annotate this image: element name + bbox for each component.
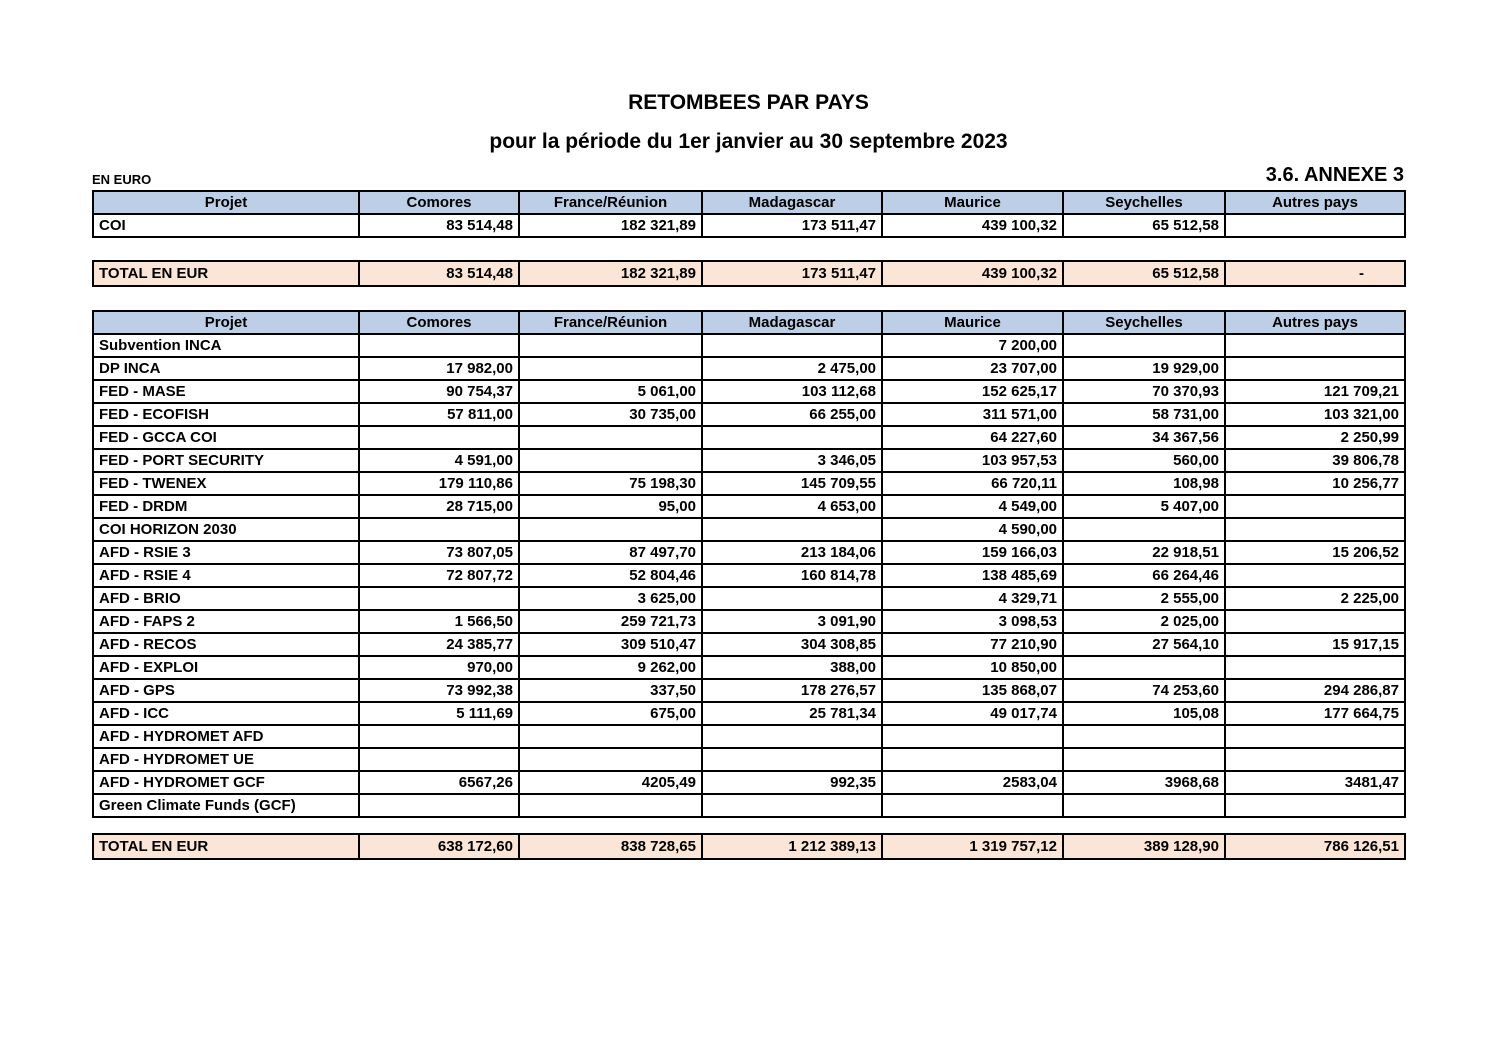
column-header: France/Réunion — [519, 191, 702, 214]
table-row — [93, 794, 1405, 817]
column-header: Autres pays — [1225, 311, 1405, 334]
value-cell: 7 200,00 — [882, 334, 1063, 357]
value-cell: 24 385,77 — [359, 633, 519, 656]
value-cell: 77 210,90 — [882, 633, 1063, 656]
column-header: Madagascar — [702, 311, 882, 334]
value-cell: 675,00 — [519, 702, 702, 725]
column-header: France/Réunion — [519, 311, 702, 334]
currency-label: EN EURO — [92, 172, 152, 187]
value-cell: 2583,04 — [882, 771, 1063, 794]
project-label-cell: AFD - RSIE 4 — [93, 564, 359, 587]
value-cell — [1225, 748, 1405, 771]
value-cell: 103 957,53 — [882, 449, 1063, 472]
value-cell: 4 591,00 — [359, 449, 519, 472]
project-label-cell: AFD - EXPLOI — [93, 656, 359, 679]
value-cell — [1063, 725, 1225, 748]
column-header: Comores — [359, 191, 519, 214]
value-cell — [519, 449, 702, 472]
value-cell: 87 497,70 — [519, 541, 702, 564]
project-label-cell: FED - TWENEX — [93, 472, 359, 495]
table-row — [93, 748, 1405, 771]
project-label-cell: AFD - BRIO — [93, 587, 359, 610]
value-cell: 34 367,56 — [1063, 426, 1225, 449]
value-cell: 95,00 — [519, 495, 702, 518]
column-header: Madagascar — [702, 191, 882, 214]
project-label-cell: FED - MASE — [93, 380, 359, 403]
detail-table-body — [93, 334, 1405, 817]
value-cell: 15 917,15 — [1225, 633, 1405, 656]
project-label-cell: Subvention INCA — [93, 334, 359, 357]
value-cell: 25 781,34 — [702, 702, 882, 725]
project-label-cell: FED - GCCA COI — [93, 426, 359, 449]
value-cell — [702, 725, 882, 748]
value-cell: 152 625,17 — [882, 380, 1063, 403]
value-cell: 160 814,78 — [702, 564, 882, 587]
value-cell: 173 511,47 — [702, 214, 882, 237]
value-cell: 3481,47 — [1225, 771, 1405, 794]
value-cell — [519, 334, 702, 357]
summary-total-row — [92, 260, 1406, 287]
value-cell: 4 549,00 — [882, 495, 1063, 518]
value-cell — [359, 748, 519, 771]
total-value-cell: 65 512,58 — [1063, 261, 1225, 286]
project-label-cell: FED - PORT SECURITY — [93, 449, 359, 472]
value-cell: 3 346,05 — [702, 449, 882, 472]
value-cell: 311 571,00 — [882, 403, 1063, 426]
value-cell — [1063, 518, 1225, 541]
value-cell: 178 276,57 — [702, 679, 882, 702]
value-cell: 560,00 — [1063, 449, 1225, 472]
value-cell: 4 590,00 — [882, 518, 1063, 541]
value-cell: 27 564,10 — [1063, 633, 1225, 656]
value-cell: 70 370,93 — [1063, 380, 1225, 403]
value-cell — [519, 794, 702, 817]
total-value-cell: 182 321,89 — [519, 261, 702, 286]
table-row — [93, 403, 1405, 426]
value-cell: 65 512,58 — [1063, 214, 1225, 237]
value-cell: 105,08 — [1063, 702, 1225, 725]
table-row — [93, 564, 1405, 587]
meta-row — [92, 164, 1404, 187]
total-value-cell: 1 319 757,12 — [882, 834, 1063, 859]
page-title: RETOMBEES PAR PAYS — [628, 91, 869, 114]
value-cell: 66 720,11 — [882, 472, 1063, 495]
total-value-cell: - — [1225, 261, 1405, 286]
value-cell: 19 929,00 — [1063, 357, 1225, 380]
value-cell: 49 017,74 — [882, 702, 1063, 725]
value-cell: 10 256,77 — [1225, 472, 1405, 495]
value-cell: 159 166,03 — [882, 541, 1063, 564]
value-cell — [1225, 357, 1405, 380]
column-header: Seychelles — [1063, 191, 1225, 214]
table-row — [93, 587, 1405, 610]
value-cell: 439 100,32 — [882, 214, 1063, 237]
value-cell — [702, 748, 882, 771]
value-cell: 57 811,00 — [359, 403, 519, 426]
value-cell: 3 091,90 — [702, 610, 882, 633]
table-row — [93, 702, 1405, 725]
detail-table — [92, 310, 1406, 818]
value-cell: 9 262,00 — [519, 656, 702, 679]
value-cell: 22 918,51 — [1063, 541, 1225, 564]
project-label-cell: AFD - ICC — [93, 702, 359, 725]
value-cell — [359, 426, 519, 449]
value-cell — [519, 426, 702, 449]
value-cell: 5 407,00 — [1063, 495, 1225, 518]
table-row — [93, 725, 1405, 748]
value-cell: 4 653,00 — [702, 495, 882, 518]
value-cell: 83 514,48 — [359, 214, 519, 237]
value-cell: 179 110,86 — [359, 472, 519, 495]
table-row — [93, 656, 1405, 679]
value-cell — [1063, 656, 1225, 679]
column-header: Autres pays — [1225, 191, 1405, 214]
value-cell: 73 992,38 — [359, 679, 519, 702]
value-cell — [702, 587, 882, 610]
project-label-cell: AFD - GPS — [93, 679, 359, 702]
table-row — [93, 472, 1405, 495]
total-value-cell: 1 212 389,13 — [702, 834, 882, 859]
header-row — [93, 191, 1405, 214]
value-cell: 2 025,00 — [1063, 610, 1225, 633]
value-cell: 73 807,05 — [359, 541, 519, 564]
table-row — [93, 495, 1405, 518]
total-value-cell: 786 126,51 — [1225, 834, 1405, 859]
header-row — [93, 311, 1405, 334]
column-header: Projet — [93, 311, 359, 334]
value-cell: 121 709,21 — [1225, 380, 1405, 403]
summary-table-body — [93, 214, 1405, 237]
value-cell: 103 112,68 — [702, 380, 882, 403]
value-cell — [1063, 334, 1225, 357]
value-cell — [1225, 214, 1405, 237]
total-value-cell: 83 514,48 — [359, 261, 519, 286]
value-cell: 75 198,30 — [519, 472, 702, 495]
value-cell — [1225, 725, 1405, 748]
value-cell: 2 475,00 — [702, 357, 882, 380]
total-row — [93, 261, 1405, 286]
value-cell: 970,00 — [359, 656, 519, 679]
table-row — [93, 610, 1405, 633]
total-value-cell: 173 511,47 — [702, 261, 882, 286]
value-cell: 4 329,71 — [882, 587, 1063, 610]
project-label-cell: AFD - HYDROMET AFD — [93, 725, 359, 748]
value-cell: 39 806,78 — [1225, 449, 1405, 472]
value-cell: 15 206,52 — [1225, 541, 1405, 564]
value-cell: 992,35 — [702, 771, 882, 794]
value-cell: 3 625,00 — [519, 587, 702, 610]
value-cell: 337,50 — [519, 679, 702, 702]
value-cell: 138 485,69 — [882, 564, 1063, 587]
value-cell — [882, 748, 1063, 771]
value-cell: 5 111,69 — [359, 702, 519, 725]
table-row — [93, 214, 1405, 237]
value-cell — [702, 794, 882, 817]
value-cell — [1225, 656, 1405, 679]
value-cell — [1225, 794, 1405, 817]
value-cell: 2 250,99 — [1225, 426, 1405, 449]
value-cell: 145 709,55 — [702, 472, 882, 495]
value-cell — [359, 587, 519, 610]
value-cell — [1225, 610, 1405, 633]
value-cell — [702, 518, 882, 541]
value-cell — [1225, 564, 1405, 587]
value-cell: 259 721,73 — [519, 610, 702, 633]
value-cell — [359, 725, 519, 748]
value-cell — [1063, 794, 1225, 817]
detail-table-header — [93, 311, 1405, 334]
value-cell: 6567,26 — [359, 771, 519, 794]
value-cell: 135 868,07 — [882, 679, 1063, 702]
value-cell: 5 061,00 — [519, 380, 702, 403]
value-cell: 72 807,72 — [359, 564, 519, 587]
value-cell — [1225, 495, 1405, 518]
value-cell — [359, 334, 519, 357]
project-label-cell: FED - DRDM — [93, 495, 359, 518]
value-cell — [359, 518, 519, 541]
detail-total-row — [92, 833, 1406, 860]
value-cell: 103 321,00 — [1225, 403, 1405, 426]
value-cell: 294 286,87 — [1225, 679, 1405, 702]
value-cell: 52 804,46 — [519, 564, 702, 587]
table-row — [93, 541, 1405, 564]
project-label-cell: AFD - FAPS 2 — [93, 610, 359, 633]
table-row — [93, 357, 1405, 380]
value-cell: 90 754,37 — [359, 380, 519, 403]
total-row — [93, 834, 1405, 859]
value-cell — [519, 748, 702, 771]
value-cell: 388,00 — [702, 656, 882, 679]
column-header: Maurice — [882, 191, 1063, 214]
value-cell: 182 321,89 — [519, 214, 702, 237]
table-row — [93, 334, 1405, 357]
total-value-cell: 838 728,65 — [519, 834, 702, 859]
value-cell: 4205,49 — [519, 771, 702, 794]
table-row — [93, 518, 1405, 541]
value-cell — [1063, 748, 1225, 771]
project-label-cell: AFD - RSIE 3 — [93, 541, 359, 564]
value-cell: 23 707,00 — [882, 357, 1063, 380]
summary-table-header — [93, 191, 1405, 214]
project-label-cell: AFD - HYDROMET GCF — [93, 771, 359, 794]
title-block — [0, 0, 1497, 154]
value-cell: 2 555,00 — [1063, 587, 1225, 610]
table-row — [93, 380, 1405, 403]
value-cell: 66 264,46 — [1063, 564, 1225, 587]
value-cell: 304 308,85 — [702, 633, 882, 656]
value-cell: 108,98 — [1063, 472, 1225, 495]
table-row — [93, 771, 1405, 794]
table-row — [93, 679, 1405, 702]
value-cell: 2 225,00 — [1225, 587, 1405, 610]
value-cell — [702, 334, 882, 357]
value-cell: 17 982,00 — [359, 357, 519, 380]
project-label-cell: AFD - HYDROMET UE — [93, 748, 359, 771]
value-cell — [702, 426, 882, 449]
column-header: Seychelles — [1063, 311, 1225, 334]
value-cell: 213 184,06 — [702, 541, 882, 564]
total-label-cell: TOTAL EN EUR — [93, 261, 359, 286]
value-cell: 74 253,60 — [1063, 679, 1225, 702]
value-cell — [882, 794, 1063, 817]
project-label-cell: DP INCA — [93, 357, 359, 380]
project-label-cell: Green Climate Funds (GCF) — [93, 794, 359, 817]
value-cell: 30 735,00 — [519, 403, 702, 426]
summary-table — [92, 190, 1406, 238]
column-header: Projet — [93, 191, 359, 214]
value-cell — [519, 518, 702, 541]
column-header: Comores — [359, 311, 519, 334]
value-cell: 66 255,00 — [702, 403, 882, 426]
table-row — [93, 633, 1405, 656]
total-label-cell: TOTAL EN EUR — [93, 834, 359, 859]
value-cell — [882, 725, 1063, 748]
project-label-cell: AFD - RECOS — [93, 633, 359, 656]
total-value-cell: 638 172,60 — [359, 834, 519, 859]
table-row — [93, 426, 1405, 449]
project-label-cell: COI — [93, 214, 359, 237]
page-subtitle: pour la période du 1er janvier au 30 septembre 2023 — [489, 130, 1008, 153]
value-cell — [1225, 334, 1405, 357]
total-value-cell: 439 100,32 — [882, 261, 1063, 286]
value-cell — [519, 357, 702, 380]
project-label-cell: COI HORIZON 2030 — [93, 518, 359, 541]
annex-label: 3.6. ANNEXE 3 — [1265, 164, 1404, 186]
total-value-cell: 389 128,90 — [1063, 834, 1225, 859]
table-row — [93, 449, 1405, 472]
column-header: Maurice — [882, 311, 1063, 334]
value-cell: 28 715,00 — [359, 495, 519, 518]
project-label-cell: FED - ECOFISH — [93, 403, 359, 426]
value-cell — [1225, 518, 1405, 541]
value-cell: 64 227,60 — [882, 426, 1063, 449]
value-cell — [359, 794, 519, 817]
value-cell: 3968,68 — [1063, 771, 1225, 794]
value-cell: 177 664,75 — [1225, 702, 1405, 725]
value-cell — [519, 725, 702, 748]
value-cell: 10 850,00 — [882, 656, 1063, 679]
value-cell: 309 510,47 — [519, 633, 702, 656]
value-cell: 58 731,00 — [1063, 403, 1225, 426]
value-cell: 1 566,50 — [359, 610, 519, 633]
value-cell: 3 098,53 — [882, 610, 1063, 633]
